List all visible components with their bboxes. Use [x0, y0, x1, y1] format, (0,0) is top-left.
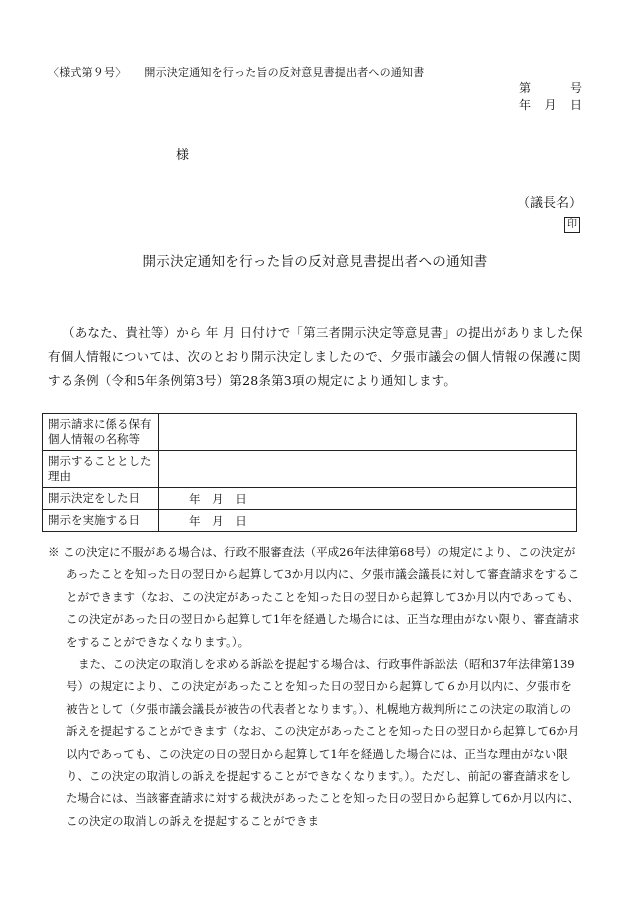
doc-date-year: 年 [519, 98, 532, 112]
table-row-label: 開示することとした理由 [43, 451, 159, 488]
body-paragraph: （あなた、貴社等）から 年 月 日付けで「第三者開示決定等意見書」の提出がありました保有個人情報については、次のとおり開示決定しましたので、夕張市議会の個人情報の保護に関する条例（令和5年条例第3号）第28条第3項の規定により通知します。 [48, 325, 583, 388]
document-number-block [519, 80, 582, 114]
table-row-value [159, 414, 577, 451]
doc-number-go: 号 [569, 81, 582, 95]
note-appeal: ※ この決定に不服がある場合は、行政不服審査法（平成26年法律第68号）の規定により、この決定があったことを知った日の翌日から起算して3か月以内に、夕張市議会議長に対して審査請求をすることができます（なお、この決定があったことを知った日の翌日から起算して3か月以内であっても、この決定があった日の翌日から起算して1年を経過した場合には、正当な理由がない限り、審査請求をすることができなくなります。）。 [48, 545, 580, 649]
table-row-label: 開示請求に係る保有個人情報の名称等 [43, 414, 159, 451]
table-row-label: 開示決定をした日 [43, 488, 159, 510]
recipient-suffix: 様 [176, 148, 190, 163]
table-row-value: 年 月 日 [159, 510, 577, 532]
doc-number-dai: 第 [519, 81, 532, 95]
document-date [519, 97, 582, 114]
form-header-title: 開示決定通知を行った旨の反対意見書提出者への通知書 [144, 66, 425, 79]
table-row-value [159, 451, 577, 488]
document-number [519, 80, 582, 97]
sender-name: （議長名） [516, 196, 582, 211]
table-row [43, 510, 577, 532]
table-row [43, 488, 577, 510]
document-title: 開示決定通知を行った旨の反対意見書提出者への通知書 [142, 254, 488, 270]
table-row-value: 年 月 日 [159, 488, 577, 510]
note-lawsuit: また、この決定の取消しを求める訴訟を提起する場合は、行政事件訴訟法（昭和37年法律第139号）の規定により、この決定があったことを知った日の翌日から起算して６か月以内に、夕張市を被告として（夕張市議会議長が被告の代表者となります。）、札幌地方裁判所にこの決定の取消しの訴えを提起することができます（なお、この決定があったことを知った日の翌日から起算して6か月以内であっても、この決定の日の翌日から起算して1年を経過した場合には、正当な理由がない限り、この決定の取消しの訴えを提起することができなくなります。）。ただし、前記の審査請求をした場合には、当該審査請求に対する裁決があったことを知った日の翌日から起算して6か月以内に、この決定の取消しの訴えを提起することができま [66, 657, 580, 828]
notes-section [48, 541, 580, 832]
table-row-label: 開示を実施する日 [43, 510, 159, 532]
doc-date-day: 日 [569, 98, 582, 112]
info-table [42, 413, 577, 532]
form-header [48, 64, 424, 80]
doc-date-month: 月 [544, 98, 557, 112]
seal-stamp: 印 [564, 217, 580, 233]
form-style-number: 〈様式第９号〉 [48, 66, 127, 79]
table-row [43, 451, 577, 488]
table-row [43, 414, 577, 451]
